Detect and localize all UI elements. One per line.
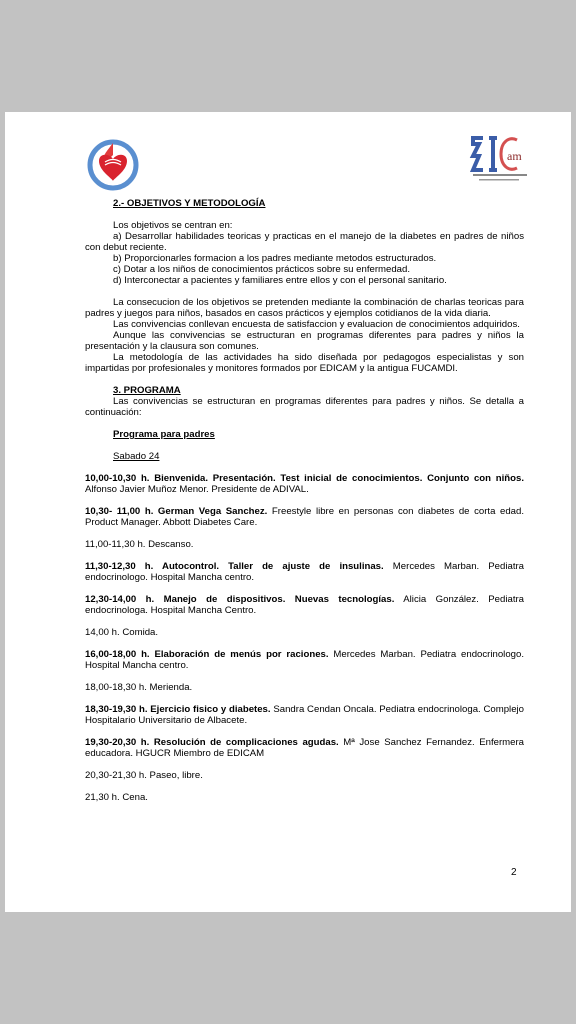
schedule-detail: Freestyle libre en personas con diabetes de corta edad. Product Manager. Abbott Diabetes Care.	[85, 506, 524, 528]
schedule-detail: Mercedes Marban. Pediatra endocrinologo. Hospital Mancha centro.	[85, 649, 524, 671]
schedule-title: 11,30-12,30 h. Autocontrol. Taller de ajuste de insulinas.	[85, 561, 384, 572]
parents-program-heading: Programa para padres	[113, 429, 215, 440]
schedule-item	[85, 539, 524, 550]
edicam-logo	[469, 134, 531, 186]
schedule-item	[85, 649, 524, 671]
schedule-item	[85, 506, 524, 528]
schedule-item	[85, 682, 524, 693]
document-page	[5, 112, 571, 912]
objectives-intro: Los objetivos se centran en:	[113, 220, 233, 231]
schedule-title: 10,30- 11,00 h. German Vega Sanchez.	[85, 506, 268, 517]
schedule-title: 19,30-20,30 h. Resolución de complicaciones agudas.	[85, 737, 339, 748]
schedule-detail: 14,00 h. Comida.	[85, 627, 159, 638]
schedule-item	[85, 473, 524, 495]
schedule-item	[85, 627, 524, 638]
objective-item: a) Desarrollar habilidades teoricas y practicas en el manejo de la diabetes en padres de niños con debut reciente.	[85, 231, 524, 253]
document-body	[85, 198, 524, 803]
section-3-heading: 3. PROGRAMA	[113, 385, 181, 396]
schedule-item	[85, 704, 524, 726]
schedule-title: 10,00-10,30 h. Bienvenida. Presentación. Test inicial de conocimientos. Conjunto con niños.	[85, 473, 524, 484]
schedule-item	[85, 737, 524, 759]
svg-text:am: am	[507, 149, 522, 163]
schedule-detail: Alicia González. Pediatra endocrinologa. Hospital Mancha Centro.	[85, 594, 525, 616]
methodology-paragraph: La metodología de las actividades ha sido diseñada por pedagogos especialistas y son impartidas por profesionales y monitores formados por EDICAM y la antigua FUCAMDI.	[85, 352, 524, 374]
methodology-paragraph: La consecucion de los objetivos se pretenden mediante la combinación de charlas teoricas para padres y juegos para niños, basados en casos prácticos y ejemplos cotidianos de la vida diaria.	[85, 297, 524, 319]
schedule-detail: 20,30-21,30 h. Paseo, libre.	[85, 770, 203, 781]
schedule-detail: 11,00-11,30 h. Descanso.	[85, 539, 194, 550]
schedule-detail: Mercedes Marban. Pediatra endocrinologo. Hospital Mancha centro.	[85, 561, 525, 583]
methodology-paragraph: Las convivencias conllevan encuesta de satisfaccion y evaluacion de conocimientos adquiridos.	[113, 319, 520, 330]
schedule-title: 12,30-14,00 h. Manejo de dispositivos. Nuevas tecnologías.	[85, 594, 395, 605]
methodology-paragraph: Aunque las convivencias se estructuran en programas diferentes para padres y niños la presentación y la clausura son comunes.	[85, 330, 524, 352]
schedule-list	[85, 473, 524, 803]
schedule-title: 16,00-18,00 h. Elaboración de menús por raciones.	[85, 649, 329, 660]
schedule-detail: 18,00-18,30 h. Merienda.	[85, 682, 193, 693]
page-number: 2	[511, 867, 517, 878]
schedule-detail: Alfonso Javier Muñoz Menor. Presidente de ADIVAL.	[85, 484, 309, 495]
heart-drop-logo	[85, 135, 141, 191]
schedule-item	[85, 792, 524, 803]
schedule-item	[85, 561, 524, 583]
schedule-detail: Mª Jose Sanchez Fernandez. Enfermera educadora. HGUCR Miembro de EDICAM	[85, 737, 525, 759]
objective-item: c) Dotar a los niños de conocimientos prácticos sobre su enfermedad.	[113, 264, 411, 275]
program-day: Sabado 24	[113, 451, 160, 462]
schedule-detail: Sandra Cendan Oncala. Pediatra endocrinologa. Complejo Hospitalario Universitario de Albacete.	[85, 704, 524, 726]
objective-item: d) Interconectar a pacientes y familiares entre ellos y con el personal sanitario.	[113, 275, 447, 286]
objective-item: b) Proporcionarles formacion a los padres mediante metodos estructurados.	[113, 253, 437, 264]
schedule-title: 18,30-19,30 h. Ejercicio fisico y diabetes.	[85, 704, 271, 715]
program-intro: Las convivencias se estructuran en programas diferentes para padres y niños. Se detalla a continuación:	[85, 396, 524, 418]
schedule-item	[85, 770, 524, 781]
schedule-item	[85, 594, 524, 616]
section-2-heading: 2.- OBJETIVOS Y METODOLOGÍA	[113, 198, 266, 209]
schedule-detail: 21,30 h. Cena.	[85, 792, 148, 803]
